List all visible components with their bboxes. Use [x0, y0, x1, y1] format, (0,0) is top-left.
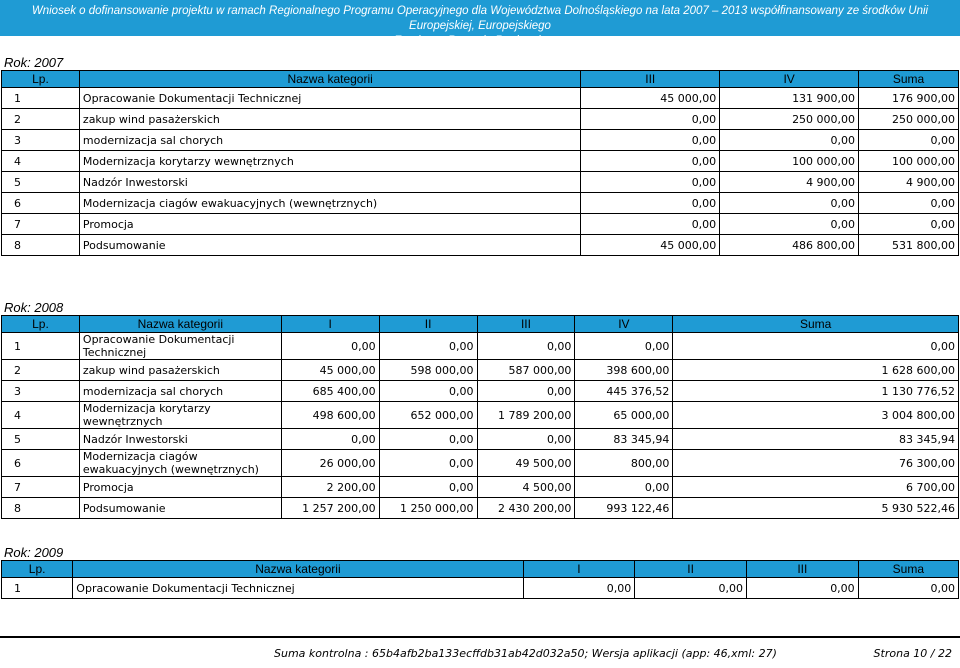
document-header	[0, 0, 960, 47]
amount-cell: 0,00	[581, 109, 720, 130]
row-number: 1	[2, 88, 80, 109]
table-row	[2, 498, 959, 519]
amount-cell: 0,00	[379, 429, 477, 450]
amount-cell: 0,00	[379, 477, 477, 498]
table-row	[2, 88, 959, 109]
row-number: 8	[2, 498, 80, 519]
amount-cell: 0,00	[581, 130, 720, 151]
amount-cell: 0,00	[858, 578, 958, 599]
amount-cell: 0,00	[581, 151, 720, 172]
amount-cell: 0,00	[859, 193, 959, 214]
amount-cell: 1 628 600,00	[673, 360, 959, 381]
column-header: Nazwa kategorii	[73, 561, 523, 578]
amount-cell: 0,00	[746, 578, 858, 599]
row-number: 2	[2, 109, 80, 130]
column-header: Suma	[673, 316, 959, 333]
column-header: III	[581, 71, 720, 88]
amount-cell: 0,00	[720, 130, 859, 151]
category-name: Modernizacja ciagów ewakuacyjnych (wewnętrznych)	[79, 450, 281, 477]
amount-cell: 0,00	[673, 333, 959, 360]
row-number: 7	[2, 477, 80, 498]
row-number: 1	[2, 578, 73, 599]
category-name: Opracowanie Dokumentacji Technicznej	[73, 578, 523, 599]
amount-cell: 652 000,00	[379, 402, 477, 429]
amount-cell: 49 500,00	[477, 450, 575, 477]
amount-cell: 0,00	[581, 193, 720, 214]
table-header-row	[2, 71, 959, 88]
amount-cell: 0,00	[575, 477, 673, 498]
amount-cell: 0,00	[575, 333, 673, 360]
checksum-text: Suma kontrolna : 65b4afb2ba133ecffdb31ab42d032a50; Wersja aplikacji (app: 46,xml: 27)	[274, 647, 777, 660]
category-name: Opracowanie Dokumentacji Technicznej	[79, 333, 281, 360]
table-row	[2, 477, 959, 498]
amount-cell: 6 700,00	[673, 477, 959, 498]
amount-cell: 685 400,00	[281, 381, 379, 402]
table-header-row	[2, 316, 959, 333]
column-header: I	[281, 316, 379, 333]
amount-cell: 65 000,00	[575, 402, 673, 429]
amount-cell: 45 000,00	[281, 360, 379, 381]
amount-cell: 0,00	[477, 429, 575, 450]
amount-cell: 2 430 200,00	[477, 498, 575, 519]
column-header: Suma	[858, 561, 958, 578]
amount-cell: 0,00	[281, 429, 379, 450]
table-row	[2, 333, 959, 360]
amount-cell: 4 900,00	[859, 172, 959, 193]
category-name: modernizacja sal chorych	[79, 381, 281, 402]
amount-cell: 486 800,00	[720, 235, 859, 256]
amount-cell: 45 000,00	[581, 88, 720, 109]
amount-cell: 0,00	[581, 214, 720, 235]
row-number: 7	[2, 214, 80, 235]
amount-cell: 800,00	[575, 450, 673, 477]
table-row	[2, 214, 959, 235]
row-number: 6	[2, 450, 80, 477]
column-header: IV	[720, 71, 859, 88]
amount-cell: 0,00	[477, 333, 575, 360]
table-row	[2, 402, 959, 429]
amount-cell: 4 900,00	[720, 172, 859, 193]
column-header: III	[477, 316, 575, 333]
amount-cell: 0,00	[859, 214, 959, 235]
row-number: 5	[2, 429, 80, 450]
row-number: 6	[2, 193, 80, 214]
amount-cell: 0,00	[635, 578, 747, 599]
amount-cell: 45 000,00	[581, 235, 720, 256]
column-header: I	[523, 561, 635, 578]
amount-cell: 100 000,00	[859, 151, 959, 172]
column-header: IV	[575, 316, 673, 333]
category-name: Opracowanie Dokumentacji Technicznej	[79, 88, 580, 109]
amount-cell: 176 900,00	[859, 88, 959, 109]
category-name: zakup wind pasażerskich	[79, 360, 281, 381]
category-name: Nadzór Inwestorski	[79, 429, 281, 450]
section-title-2008: Rok: 2008	[4, 300, 64, 315]
amount-cell: 498 600,00	[281, 402, 379, 429]
column-header: II	[379, 316, 477, 333]
amount-cell: 83 345,94	[575, 429, 673, 450]
column-header: Nazwa kategorii	[79, 71, 580, 88]
category-name: Modernizacja korytarzy wewnętrznych	[79, 402, 281, 429]
table-row	[2, 172, 959, 193]
column-header: Suma	[859, 71, 959, 88]
column-header: Nazwa kategorii	[79, 316, 281, 333]
row-number: 1	[2, 333, 80, 360]
amount-cell: 0,00	[523, 578, 635, 599]
row-number: 5	[2, 172, 80, 193]
header-line-2: Funduszu Rozwoju Regionalnego	[394, 35, 566, 47]
category-name: zakup wind pasażerskich	[79, 109, 580, 130]
table-row	[2, 130, 959, 151]
category-name: Promocja	[79, 477, 281, 498]
header-line-1: Wniosek o dofinansowanie projektu w ramach Regionalnego Programu Operacyjnego dla Województwa Dolnośląskiego na lata 2007 – 2013 współfinansowany ze środków Unii Europejskiej, Europejskiego	[31, 5, 929, 32]
amount-cell: 445 376,52	[575, 381, 673, 402]
table-row	[2, 193, 959, 214]
amount-cell: 3 004 800,00	[673, 402, 959, 429]
amount-cell: 250 000,00	[720, 109, 859, 130]
amount-cell: 76 300,00	[673, 450, 959, 477]
amount-cell: 83 345,94	[673, 429, 959, 450]
amount-cell: 4 500,00	[477, 477, 575, 498]
amount-cell: 531 800,00	[859, 235, 959, 256]
amount-cell: 587 000,00	[477, 360, 575, 381]
category-name: Promocja	[79, 214, 580, 235]
table-header-row	[2, 561, 959, 578]
amount-cell: 0,00	[379, 450, 477, 477]
amount-cell: 0,00	[477, 381, 575, 402]
amount-cell: 250 000,00	[859, 109, 959, 130]
budget-table-2009	[1, 560, 959, 599]
amount-cell: 0,00	[859, 130, 959, 151]
row-number: 4	[2, 402, 80, 429]
category-name: Nadzór Inwestorski	[79, 172, 580, 193]
category-name: Podsumowanie	[79, 498, 281, 519]
amount-cell: 0,00	[720, 214, 859, 235]
row-number: 2	[2, 360, 80, 381]
amount-cell: 0,00	[379, 333, 477, 360]
document-footer	[0, 636, 960, 668]
section-title-2007: Rok: 2007	[4, 55, 64, 70]
category-name: Podsumowanie	[79, 235, 580, 256]
amount-cell: 0,00	[720, 193, 859, 214]
table-row	[2, 109, 959, 130]
amount-cell: 1 130 776,52	[673, 381, 959, 402]
category-name: Modernizacja ciagów ewakuacyjnych (wewnętrznych)	[79, 193, 580, 214]
table-row	[2, 381, 959, 402]
page-number: Strona 10 / 22	[873, 647, 952, 660]
table-row	[2, 235, 959, 256]
amount-cell: 0,00	[281, 333, 379, 360]
column-header: III	[746, 561, 858, 578]
amount-cell: 1 257 200,00	[281, 498, 379, 519]
amount-cell: 0,00	[379, 381, 477, 402]
amount-cell: 2 200,00	[281, 477, 379, 498]
amount-cell: 100 000,00	[720, 151, 859, 172]
amount-cell: 598 000,00	[379, 360, 477, 381]
row-number: 4	[2, 151, 80, 172]
column-header: II	[635, 561, 747, 578]
category-name: modernizacja sal chorych	[79, 130, 580, 151]
amount-cell: 398 600,00	[575, 360, 673, 381]
amount-cell: 993 122,46	[575, 498, 673, 519]
column-header: Lp.	[2, 71, 80, 88]
row-number: 8	[2, 235, 80, 256]
amount-cell: 131 900,00	[720, 88, 859, 109]
budget-table-2008	[1, 315, 959, 519]
table-row	[2, 429, 959, 450]
amount-cell: 26 000,00	[281, 450, 379, 477]
amount-cell: 1 789 200,00	[477, 402, 575, 429]
category-name: Modernizacja korytarzy wewnętrznych	[79, 151, 580, 172]
amount-cell: 5 930 522,46	[673, 498, 959, 519]
table-row	[2, 450, 959, 477]
budget-table-2007	[1, 70, 959, 256]
amount-cell: 0,00	[581, 172, 720, 193]
table-row	[2, 360, 959, 381]
row-number: 3	[2, 130, 80, 151]
column-header: Lp.	[2, 316, 80, 333]
row-number: 3	[2, 381, 80, 402]
section-title-2009: Rok: 2009	[4, 545, 64, 560]
column-header: Lp.	[2, 561, 73, 578]
table-row	[2, 151, 959, 172]
amount-cell: 1 250 000,00	[379, 498, 477, 519]
table-row	[2, 578, 959, 599]
